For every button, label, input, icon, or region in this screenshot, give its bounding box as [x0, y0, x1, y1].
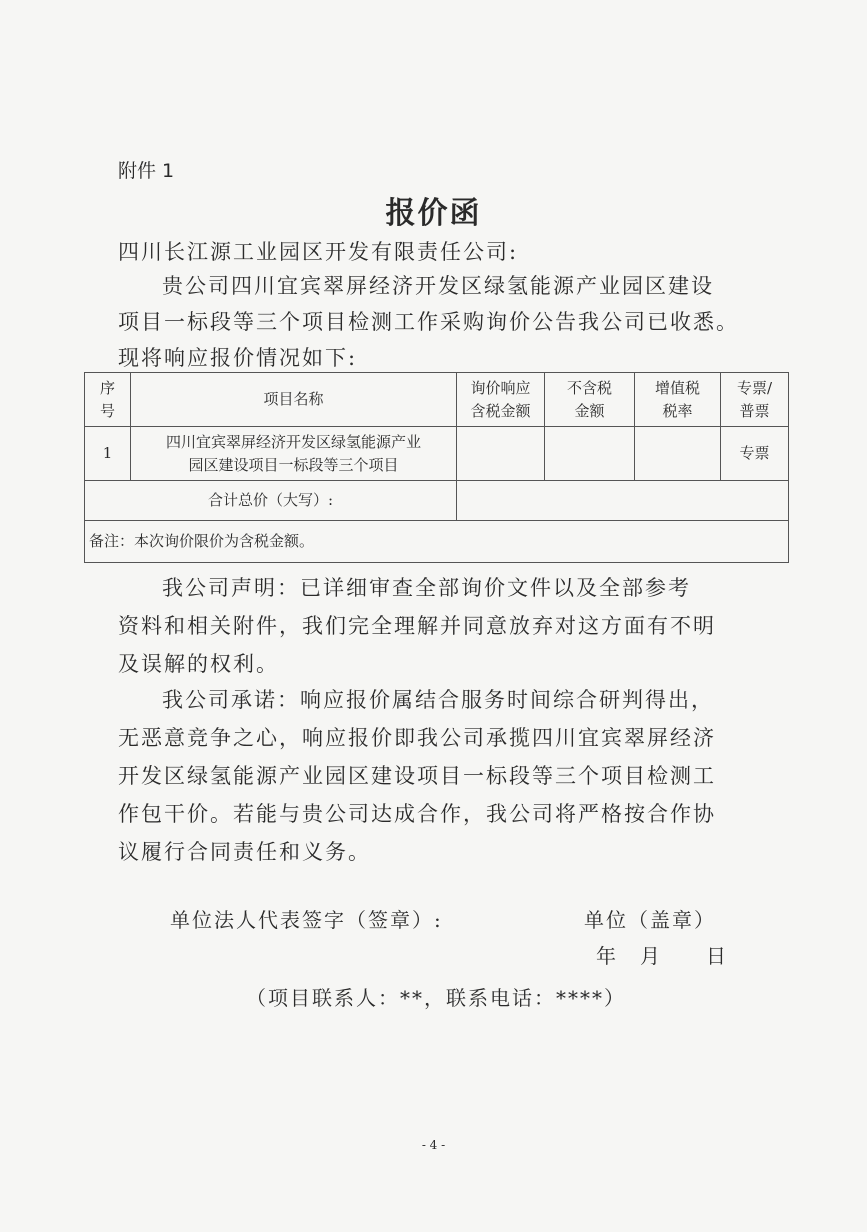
attachment-label: 附件 1 — [118, 160, 175, 182]
header-cell-no: 序 号 — [85, 373, 131, 427]
page-number: - 4 - — [421, 1138, 446, 1152]
commitment-line-4: 作包干价。若能与贵公司达成合作，我公司将严格按合作协 — [118, 802, 716, 826]
row-project-name: 四川宜宾翠屏经济开发区绿氢能源产业 园区建设项目一标段等三个项目 — [131, 427, 457, 481]
header-cell-name: 项目名称 — [131, 373, 457, 427]
header-cell-amount-notax: 不含税 金额 — [545, 373, 635, 427]
declaration-line-1: 我公司声明：已详细审查全部询价文件以及全部参考 — [162, 576, 691, 600]
header-cell-amount-tax: 询价响应 含税金额 — [457, 373, 545, 427]
quote-table — [84, 372, 789, 563]
total-value — [457, 481, 789, 521]
intro-line-3: 现将响应报价情况如下: — [118, 346, 358, 370]
commitment-line-2: 无恶意竞争之心，响应报价即我公司承揽四川宜宾翠屏经济 — [118, 726, 716, 750]
table-header-row — [85, 373, 789, 427]
table-total-row — [85, 481, 789, 521]
declaration-line-2: 资料和相关附件，我们完全理解并同意放弃对这方面有不明 — [118, 614, 716, 638]
commitment-line-5: 议履行合同责任和义务。 — [118, 840, 371, 864]
declaration-line-3: 及误解的权利。 — [118, 652, 279, 676]
table-note-row — [85, 521, 789, 563]
row-amount-notax — [545, 427, 635, 481]
table-note: 备注：本次询价限价为含税金额。 — [85, 521, 789, 563]
legal-rep-signature: 单位法人代表签字（签章）: — [170, 908, 443, 932]
contact-info: （项目联系人：**，联系电话：****） — [246, 986, 626, 1010]
commitment-line-1: 我公司承诺：响应报价属结合服务时间综合研判得出， — [162, 688, 714, 712]
row-no: 1 — [85, 427, 131, 481]
signature-date: 年 月 日 — [596, 944, 728, 968]
page-title: 报价函 — [385, 196, 482, 231]
row-vat-rate — [635, 427, 721, 481]
unit-seal: 单位（盖章） — [584, 908, 716, 932]
intro-line-1: 贵公司四川宜宾翠屏经济开发区绿氢能源产业园区建设 — [162, 274, 714, 298]
header-cell-invoice: 专票/ 普票 — [721, 373, 789, 427]
total-label: 合计总价（大写）: — [85, 481, 457, 521]
row-amount-tax — [457, 427, 545, 481]
table-row — [85, 427, 789, 481]
commitment-line-3: 开发区绿氢能源产业园区建设项目一标段等三个项目检测工 — [118, 764, 716, 788]
addressee: 四川长江源工业园区开发有限责任公司: — [118, 240, 519, 264]
row-invoice-type: 专票 — [721, 427, 789, 481]
header-cell-vat-rate: 增值税 税率 — [635, 373, 721, 427]
intro-line-2: 项目一标段等三个项目检测工作采购询价公告我公司已收悉。 — [118, 310, 739, 334]
